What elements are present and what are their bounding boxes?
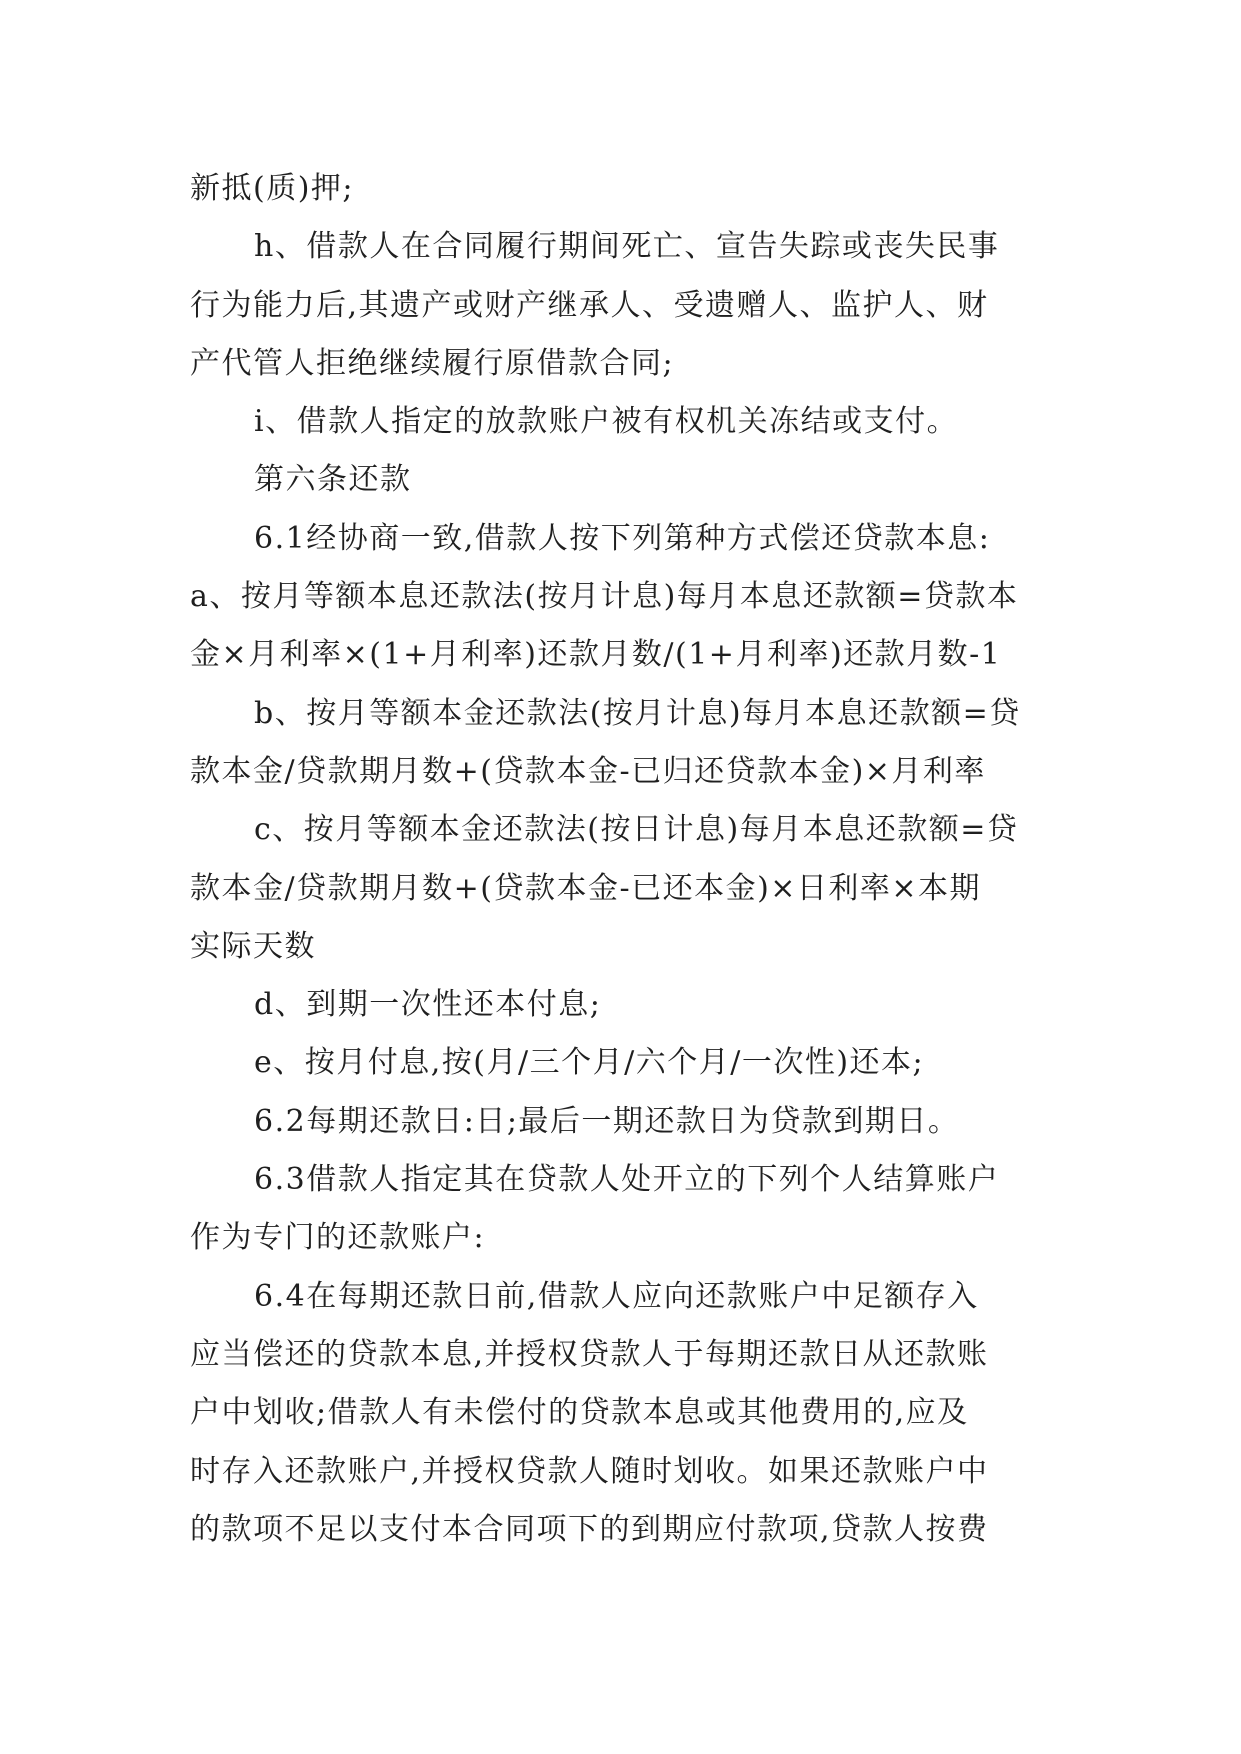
clause-6-1: 6.1经协商一致,借款人按下列第种方式偿还贷款本息: (254, 520, 991, 556)
clause-b: b、按月等额本金还款法(按月计息)每月本息还款额=贷 (254, 695, 1021, 731)
section-heading: 第六条还款 (254, 462, 412, 498)
text-line: 行为能力后,其遗产或财产继承人、受遗赠人、监护人、财 (190, 287, 989, 323)
text-line: 实际天数 (190, 928, 316, 964)
text-line: 款本金/贷款期月数+(贷款本金-已还本金)×日利率×本期 (190, 870, 982, 906)
text-line: 产代管人拒绝继续履行原借款合同; (190, 345, 675, 381)
text-line: 金×月利率×(1+月利率)还款月数/(1+月利率)还款月数-1 (190, 637, 1002, 673)
text-line: 户中划收;借款人有未偿付的贷款本息或其他费用的,应及 (190, 1395, 969, 1431)
clause-d: d、到期一次性还本付息; (254, 987, 602, 1023)
clause-c: c、按月等额本金还款法(按日计息)每月本息还款额=贷 (254, 812, 1019, 848)
document-body (190, 160, 1060, 1559)
text-line: 应当偿还的贷款本息,并授权贷款人于每期还款日从还款账 (190, 1336, 989, 1372)
text-line: 时存入还款账户,并授权贷款人随时划收。如果还款账户中 (190, 1453, 989, 1489)
text-line: 新抵(质)押; (190, 171, 355, 206)
text-line: 款本金/贷款期月数+(贷款本金-已归还贷款本金)×月利率 (190, 753, 986, 789)
text-line: 的款项不足以支付本合同项下的到期应付款项,贷款人按费 (190, 1511, 989, 1547)
clause-h: h、借款人在合同履行期间死亡、宣告失踪或丧失民事 (254, 229, 1000, 265)
clause-6-4: 6.4在每期还款日前,借款人应向还款账户中足额存入 (254, 1278, 979, 1314)
clause-a: a、按月等额本息还款法(按月计息)每月本息还款额=贷款本 (190, 579, 1019, 615)
text-line: 作为专门的还款账户: (190, 1220, 486, 1256)
clause-6-2: 6.2每期还款日:日;最后一期还款日为贷款到期日。 (254, 1103, 960, 1139)
clause-i: i、借款人指定的放款账户被有权机关冻结或支付。 (254, 404, 959, 440)
clause-e: e、按月付息,按(月/三个月/六个月/一次性)还本; (254, 1045, 925, 1081)
clause-6-3: 6.3借款人指定其在贷款人处开立的下列个人结算账户 (254, 1162, 1000, 1198)
